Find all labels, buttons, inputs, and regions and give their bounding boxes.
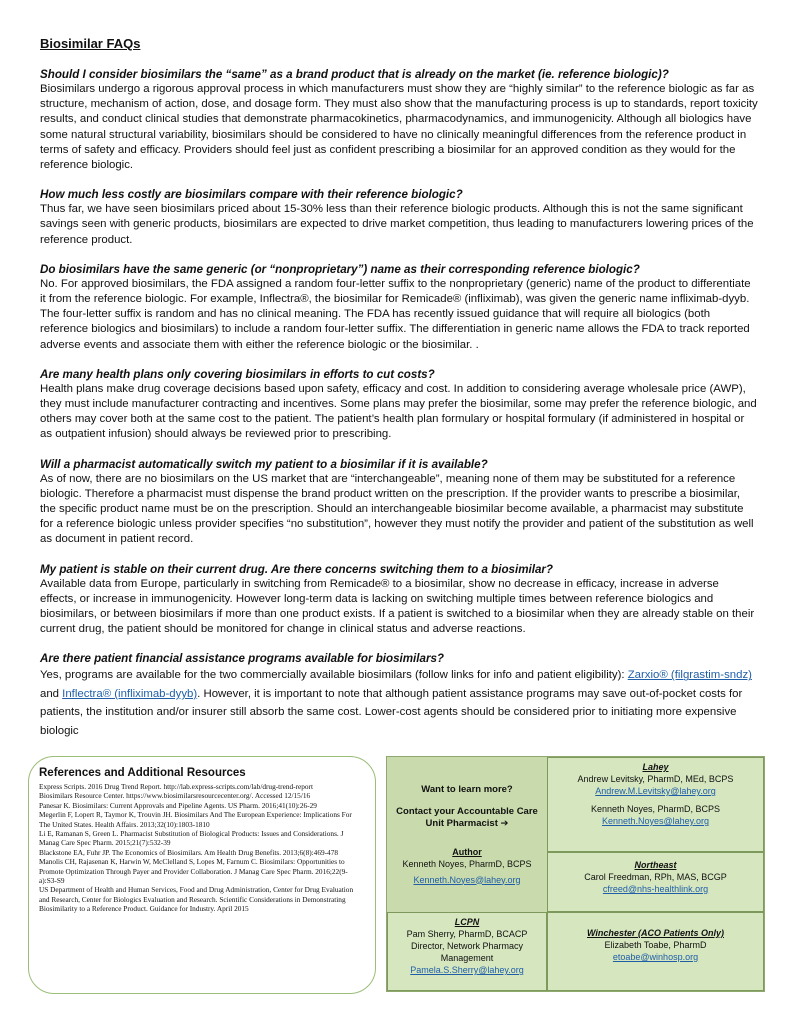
- reference-item: US Department of Health and Human Services, Food and Drug Administration, Center for Drug Evaluation and Research, Center for Biologics Evaluation and Research. Scientific Considerations in Demonstrating Biosimilarity to a Reference Product. Guidance for Industry. April 2015: [39, 885, 354, 914]
- faq-answer: No. For approved biosimilars, the FDA assigned a random four-letter suffix to the nonproprietary (generic) name of the product to differentiate it from the reference biologic. For example, Inflectra®, the biosimilar for Remicade® (infliximab), was given the generic name infliximab-dyyb. The four-letter suffix is random and has no clinical meaning. The FDA has recently issued guidance that will require all biologics (both reference biologics and biosimilars) to include a random four-letter suffix. The differentiation in generic name allows the FDA to track reported adverse events and associate them with either the reference biologic or the biosimilar. .: [40, 277, 751, 351]
- contact-role: Director, Network Pharmacy Management: [410, 941, 524, 963]
- contact-email[interactable]: Kenneth.Noyes@lahey.org: [601, 816, 710, 826]
- reference-item: Express Scripts. 2016 Drug Trend Report. http://lab.express-scripts.com/lab/drug-trend-report: [39, 782, 313, 791]
- references-heading: References and Additional Resources: [39, 767, 246, 779]
- learn-more-panel: [387, 757, 547, 912]
- faq-item: [40, 651, 758, 740]
- reference-item: Li E, Ramanan S, Green L. Pharmacist Substitution of Biological Products: Issues and Considerations. J Manag Care Spec Pharm. 2015;21(7):532-39: [39, 829, 344, 848]
- region-label-lcpn: LCPN: [454, 917, 480, 927]
- region-label-winchester: Winchester (ACO Patients Only): [587, 928, 724, 938]
- region-label-lahey: Lahey: [642, 762, 669, 772]
- winchester-contact: [547, 912, 764, 991]
- faq-question: Are many health plans only covering biosimilars in efforts to cut costs?: [40, 367, 435, 381]
- contact-email[interactable]: etoabe@winhosp.org: [612, 952, 699, 962]
- faq-item: [40, 562, 758, 638]
- northeast-contact: [547, 852, 764, 912]
- lcpn-contact: [387, 912, 547, 991]
- author-email[interactable]: Kenneth.Noyes@lahey.org: [413, 874, 521, 885]
- faq-item: [40, 367, 758, 443]
- faq-answer: Thus far, we have seen biosimilars priced about 15-30% less than their reference biologic products. Although this is not the same significant savings seen with generic products, biosimilars are expected to drive market competition, thus leading to manufacturers lowering prices of the reference product.: [40, 203, 754, 246]
- contact-pharmacist-text: Contact your Accountable Care Unit Pharmacist ➔: [396, 805, 538, 829]
- inflectra-link[interactable]: Inflectra® (infliximab-dyyb): [62, 687, 198, 700]
- contact-panel: [386, 756, 765, 992]
- author-heading: Author: [452, 846, 482, 857]
- zarxio-link[interactable]: Zarxio® (filgrastim-sndz): [627, 669, 752, 682]
- answer-text: and: [40, 687, 63, 700]
- contact-name: Andrew Levitsky, PharmD, MEd, BCPS: [577, 774, 734, 784]
- faq-question: Will a pharmacist automatically switch my patient to a biosimilar if it is available?: [40, 457, 488, 471]
- faq-question: My patient is stable on their current drug. Are there concerns switching them to a biosimilar?: [40, 562, 554, 576]
- faq-item: [40, 262, 758, 353]
- region-label-northeast: Northeast: [634, 860, 677, 870]
- page-title: Biosimilar FAQs: [40, 36, 141, 51]
- faq-question: Do biosimilars have the same generic (or “nonproprietary”) name as their corresponding reference biologic?: [40, 262, 640, 276]
- faq-question: Are there patient financial assistance programs available for biosimilars?: [40, 652, 444, 666]
- faq-answer: As of now, there are no biosimilars on the US market that are “interchangeable”, meaning none of them may be substituted for a reference biologic. Therefore a pharmacist must dispense the brand product written on the prescription. If the provider wants to prescribe a biosimilar, the specific product name must be on the prescription. Should an interchangeable biosimilar become available, a pharmacist may substitute for a reference biologic unless provider specifies “no substitution”, however they must notify the provider and patient of the substitution as well as document in patient record.: [40, 472, 754, 546]
- faq-answer: Biosimilars undergo a rigorous approval process in which manufacturers must show they are “highly similar” to the reference biologic as far as structure, mechanism of action, dose, and dosage form. They must also show that the manufacturing process is up to standards, report toxicity results, and conduct clinical studies that demonstrate pharmacokinetics, pharmacodynamics, and immunogenicity. Although all biologics have some natural structural variability, biosimilars should be considered to have no clinically meaningful differences from the reference product in terms of safety and efficacy. Providers should feel just as confident prescribing a biosimilar for an approved condition as they would for the reference biologic.: [40, 83, 758, 172]
- references-box: [28, 756, 376, 994]
- reference-item: Biosimilars Resource Center. https://www.biosimilarsresourcecenter.org/. Accessed 12/15/16: [39, 791, 311, 801]
- answer-text: Yes, programs are available for the two commercially available biosimilars (follow links for info and patient eligibility):: [40, 669, 628, 682]
- contact-name: Kenneth Noyes, PharmD, BCPS: [590, 804, 721, 814]
- contact-name: Elizabeth Toabe, PharmD: [604, 940, 707, 950]
- author-name: Kenneth Noyes, PharmD, BCPS: [402, 858, 532, 869]
- document-body: [40, 36, 758, 754]
- reference-item: Megerlin F, Lopert R, Taymor K, Trouvin JH. Biosimilars And The European Experience: Implications For The United States. Health Affairs. 2013;32(10):1803-1810: [39, 810, 352, 829]
- contact-name: Carol Freedman, RPh, MAS, BCGP: [584, 872, 727, 882]
- faq-answer: Health plans make drug coverage decisions based upon safety, efficacy and cost. In addition to considering average wholesale price (AWP), they must include manufacturer contracting and incentives. Some plans may prefer the biosimilar, some may prefer the reference biologic, and others may cover both at the same cost to the patient. The patient’s health plan formulary or hospital formulary (if administered in hospital or as outpatient infusion) should always be reviewed prior to prescribing.: [40, 382, 757, 441]
- faq-answer: [40, 666, 758, 740]
- faq-question: How much less costly are biosimilars compare with their reference biologic?: [40, 188, 463, 202]
- contact-email[interactable]: Andrew.M.Levitsky@lahey.org: [595, 786, 716, 796]
- reference-item: Blackstone EA, Fuhr JP. The Economics of Biosimilars. Am Health Drug Benefits. 2013;6(8):469-478: [39, 847, 339, 857]
- references-list: [29, 782, 375, 914]
- faq-question: Should I consider biosimilars the “same” as a brand product that is already on the market (ie. reference biologic)?: [40, 68, 669, 81]
- contact-email[interactable]: Pamela.S.Sherry@lahey.org: [410, 965, 524, 975]
- faq-item: [40, 187, 758, 248]
- contact-name: Pam Sherry, PharmD, BCACP: [406, 929, 528, 939]
- reference-item: Panesar K. Biosimilars: Current Approvals and Pipeline Agents. US Pharm. 2016;41(10):26-29: [39, 800, 317, 810]
- faq-answer: Available data from Europe, particularly in switching from Remicade® to a biosimilar, show no decrease in efficacy, increase in adverse effects, or increase in immunogenicity. However long-term data is lacking on switching multiple times between reference biologics and biosimilars, or between biosimilars if more than one product exists. If a patient is switched to a biosimilar when they are already stable on their current drug, the patient should be monitored for change in clinical status and adverse reactions.: [40, 577, 755, 636]
- answer-text: . However, it is important to note that although patient assistance programs may save out-of-pocket costs for patients, the institution and/or insurer still absorb the same cost. Lower-cost agents should be considered prior to initiating more expensive biologic: [40, 687, 743, 737]
- learn-more-text: Want to learn more?: [421, 783, 513, 795]
- contact-email[interactable]: cfreed@nhs-healthlink.org: [602, 884, 709, 894]
- reference-item: Manolis CH, Rajasenan K, Harwin W, McClelland S, Lopes M, Farnum C. Biosimilars: Opportunities to Promote Optimization Through Payer and Provider Collaboration. J Manag Care Spec Pharm. 2016;22(9-a):S3-S9: [39, 857, 348, 886]
- faq-item: [40, 457, 758, 548]
- faq-item: [40, 67, 758, 173]
- lahey-contact: [547, 757, 764, 852]
